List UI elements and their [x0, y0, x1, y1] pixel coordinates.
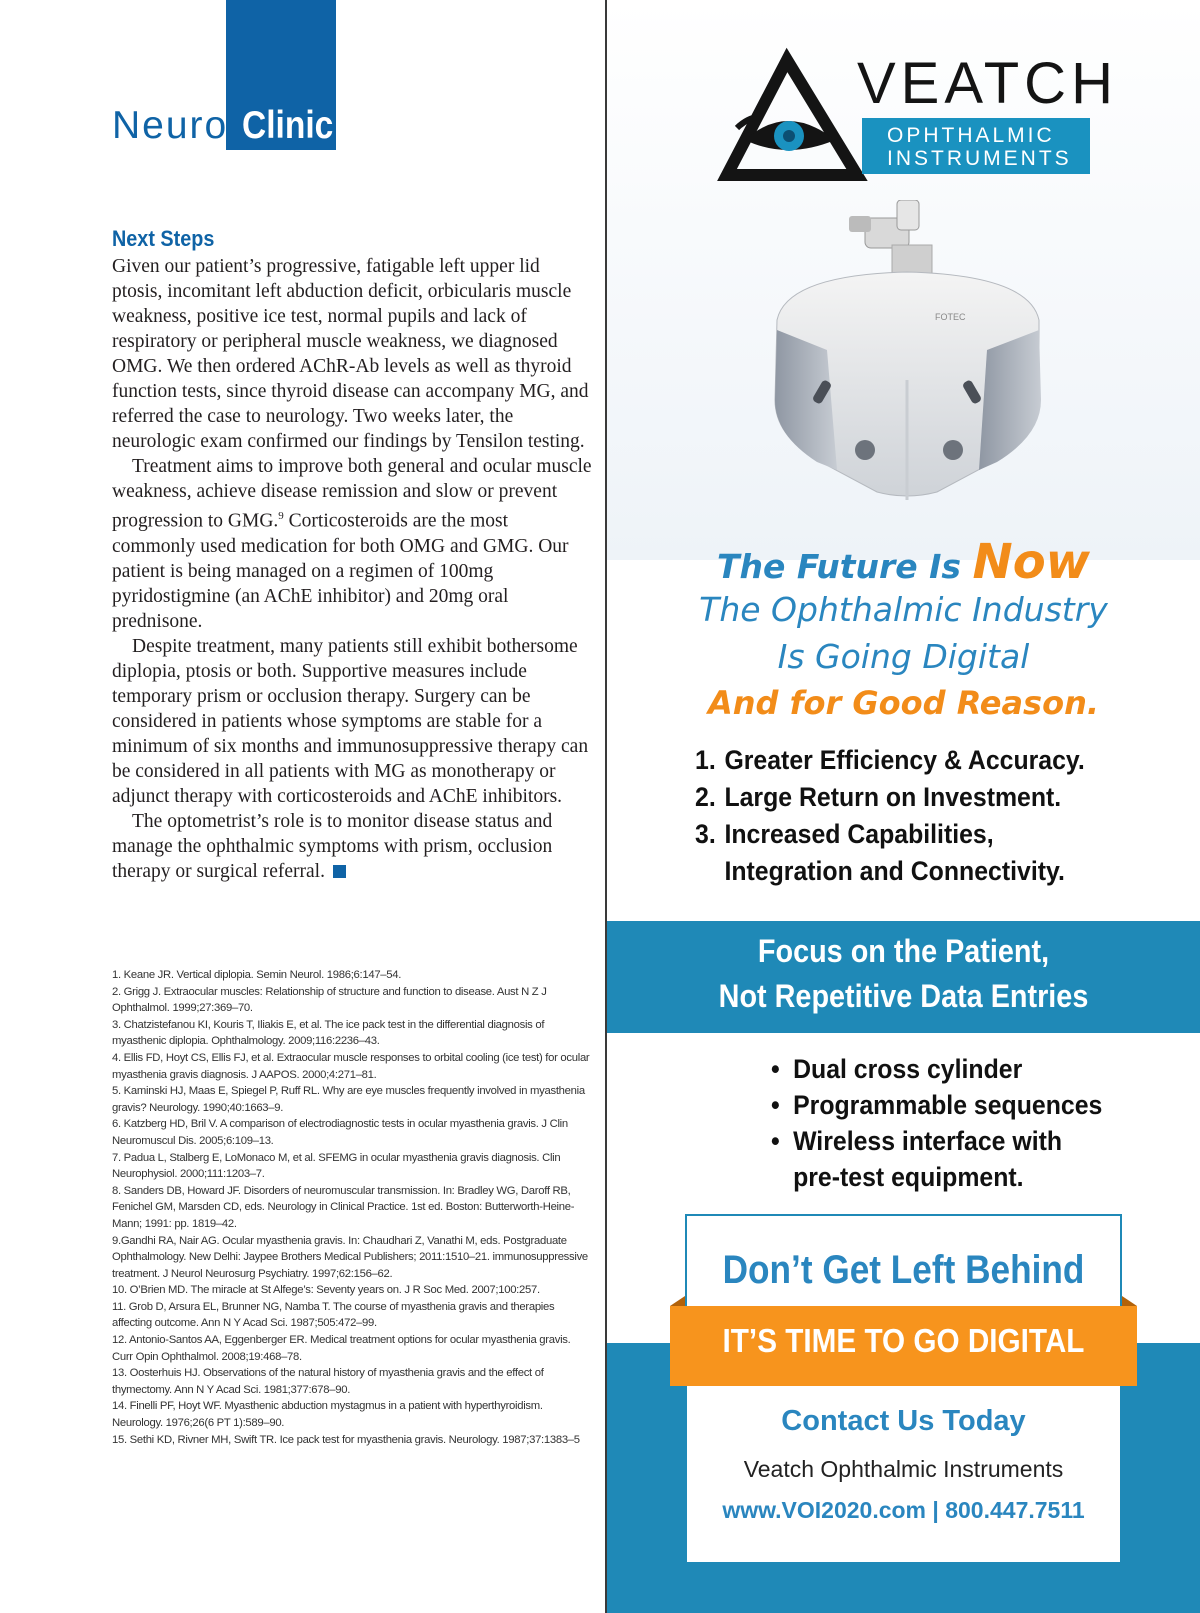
feature-text: Programmable sequences: [793, 1090, 1103, 1120]
ribbon-fold-right: [1122, 1296, 1137, 1306]
reference-item: 2. Grigg J. Extraocular muscles: Relationship of structure and function to disease. Aust N Z J Ophthalmol. 1999;27:369–70.: [112, 985, 547, 1015]
headline-now: Now: [972, 534, 1091, 590]
benefit-item: [695, 779, 1102, 816]
headline-line1-prefix: The Future Is: [716, 547, 973, 586]
ribbon-fold-left: [670, 1296, 685, 1306]
article-body: [112, 226, 595, 884]
website-and-phone-link[interactable]: www.VOI2020.com | 800.447.7511: [722, 1497, 1085, 1523]
reference-item: 9.Gandhi RA, Nair AG. Ocular myasthenia gravis. In: Chaudhari Z, Vanathi M, eds. Postgraduate Ophthalmology. New Delhi: Jaypee Brothers Medical Publishers; 2011:1510–21. immunosuppressive treatment. J Neurol Neurosurg Psychiatry. 1997;62:156–62.: [112, 1234, 588, 1280]
headline-line2: The Ophthalmic Industry: [699, 590, 1108, 629]
reference-item: 3. Chatzistefanou KI, Kouris T, Iliakis E, et al. The ice pack test in the differential diagnosis of myasthenic diplopia. Ophthalmology. 2009;116:2236–43.: [112, 1018, 545, 1048]
focus-banner: [607, 921, 1200, 1033]
reference-item: 6. Katzberg HD, Bril V. A comparison of electrodiagnostic tests in ocular myasthenia gravis. J Clin Neuromuscul Dis. 2005;6:109–13.: [112, 1118, 568, 1147]
section-title-neuro: Neuro: [112, 104, 229, 147]
reference-item: 5. Kaminski HJ, Maas E, Spiegel P, Ruff RL. Why are eye muscles frequently involved in myasthenia gravis? Neurology. 1990;40:1663–9.: [112, 1085, 585, 1114]
reference-item: 8. Sanders DB, Howard JF. Disorders of neuromuscular transmission. In: Bradley WG, Daroff RB, Fenichel GM, Marsden CD, eds. Neurology in Clinical Practice. 1st ed. Boston: Butterworth-Heine-Mann; 1991: pp. 1819–42.: [112, 1184, 575, 1230]
benefit-item: [695, 816, 1102, 890]
reference-item: 10. O’Brien MD. The miracle at St Alfege’s: Seventy years on. J R Soc Med. 2007;100:257.: [112, 1284, 540, 1297]
article-paragraph-2-text-cont: Corticosteroids are the most commonly used medication for both OMG and GMG. Our patient is being managed on a regimen of 100mg pyridostigmine (an AChE inhibitor) and 20mg oral prednisone.: [112, 510, 569, 632]
feature-item: [771, 1087, 1102, 1123]
article-paragraph-1: Given our patient’s progressive, fatigable left upper lid ptosis, incomitant left abduction deficit, orbicularis muscle weakness, positive ice test, normal pupils and lack of respiratory or peripheral muscle weakness, we diagnosed OMG. We then ordered AChR-Ab levels as well as thyroid function tests, since thyroid disease can accompany MG, and referred the case to neurology. Two weeks later, the neurologic exam confirmed our findings by Tensilon testing.: [112, 256, 589, 452]
logo-veatch-text: VEATCH: [857, 51, 1118, 116]
features-list: [771, 1051, 1131, 1195]
benefit-text: Increased Capabilities, Integration and Connectivity.: [724, 819, 1065, 886]
bullet-icon: •: [771, 1126, 780, 1156]
reference-item: 7. Padua L, Stalberg E, LoMonaco M, et al. SFEMG in ocular myasthenia gravis diagnosis. Clin Neurophysiol. 2000;111:1203–7.: [112, 1151, 561, 1181]
article-heading: Next Steps: [112, 226, 215, 251]
references-list: [112, 967, 590, 1448]
reference-item: 12. Antonio-Santos AA, Eggenberger ER. Medical treatment options for ocular myasthenia gravis. Curr Opin Ophthalmol. 2008;19:468–78.: [112, 1334, 571, 1363]
citation-superscript: 9: [278, 510, 284, 522]
end-of-article-square-icon: [333, 865, 346, 878]
phoropter-device-image: [757, 200, 1057, 520]
reference-item: 1. Keane JR. Vertical diplopia. Semin Neurol. 1986;6:147–54.: [112, 969, 402, 981]
feature-item: [771, 1123, 1102, 1159]
article-paragraph-2: [112, 454, 595, 634]
benefit-number: 2.: [695, 782, 716, 812]
reference-item: 11. Grob D, Arsura EL, Brunner NG, Namba T. The course of myasthenia gravis and therapies affecting outcome. Ann N Y Acad Sci. 1987;505:472–99.: [112, 1300, 555, 1330]
benefit-text: Greater Efficiency & Accuracy.: [724, 745, 1085, 775]
phoropter-brand-label: FOTEC: [935, 312, 966, 322]
contact-us-today: Contact Us Today: [781, 1405, 1026, 1437]
article-paragraph-4-text: The optometrist’s role is to monitor disease status and manage the ophthalmic symptoms with prism, occlusion therapy or surgical referral.: [112, 810, 553, 882]
veatch-logo: [717, 40, 1117, 190]
focus-line-2: Not Repetitive Data Entries: [718, 978, 1089, 1014]
bullet-icon: •: [771, 1090, 780, 1120]
reference-item: 15. Sethi KD, Rivner MH, Swift TR. Ice pack test for myasthenia gravis. Neurology. 1987;37:1383–5: [112, 1433, 580, 1446]
focus-line-1: Focus on the Patient,: [757, 933, 1050, 969]
go-digital-text: IT’S TIME TO GO DIGITAL: [722, 1322, 1085, 1359]
benefit-number: 1.: [695, 745, 716, 775]
veatch-advertisement: [607, 0, 1200, 1613]
article-paragraph-4: [112, 809, 595, 884]
feature-text: Dual cross cylinder: [793, 1054, 1023, 1084]
feature-item: [771, 1051, 1102, 1087]
company-name: Veatch Ophthalmic Instruments: [743, 1456, 1064, 1482]
article-paragraph-2-text: Treatment aims to improve both general and ocular muscle weakness, achieve disease remission and slow or prevent progression to GMG.: [112, 456, 592, 532]
feature-item-continuation: pre-test equipment.: [793, 1162, 1024, 1192]
logo-ophthalmic-text: OPHTHALMIC: [887, 124, 1055, 147]
headline-line3: Is Going Digital: [777, 637, 1030, 676]
benefit-text: Large Return on Investment.: [724, 782, 1062, 812]
benefit-number: 3.: [695, 819, 716, 849]
section-title: [112, 104, 348, 148]
headline-future-is-now: [607, 534, 1200, 590]
reference-item: 4. Ellis FD, Hoyt CS, Ellis FJ, et al. Extraocular muscle responses to orbital cooling (ice test) for ocular myasthenia gravis diagnosis. J AAPOS. 2000;4:271–81.: [112, 1051, 590, 1081]
headline-line4: And for Good Reason.: [707, 684, 1099, 722]
reference-item: 14. Finelli PF, Hoyt WF. Myasthenic abduction mystagmus in a patient with hyperthyroidism. Neurology. 1976;26(6 PT 1):589–90.: [112, 1400, 543, 1430]
logo-instruments-text: INSTRUMENTS: [887, 147, 1072, 170]
benefit-item: [695, 742, 1102, 779]
reference-item: 13. Oosterhuis HJ. Observations of the natural history of myasthenia gravis and the effect of thymectomy. Ann N Y Acad Sci. 1981;377:678–90.: [112, 1367, 544, 1396]
bullet-icon: •: [771, 1054, 780, 1084]
dont-get-left-behind: Don’t Get Left Behind: [722, 1248, 1085, 1292]
section-title-clinic: Clinic: [242, 104, 334, 147]
article-paragraph-3: Despite treatment, many patients still exhibit bothersome diplopia, ptosis or both. Supportive measures include temporary prism or occlusion therapy. Surgery can be considered in patients whose symptoms are stable for a minimum of six months and immunosuppressive therapy can be considered in all patients with MG as monotherapy or adjunct therapy with corticosteroids and AChE inhibitors.: [112, 635, 589, 807]
feature-text: Wireless interface with: [793, 1126, 1063, 1156]
benefits-list: [695, 742, 1137, 890]
